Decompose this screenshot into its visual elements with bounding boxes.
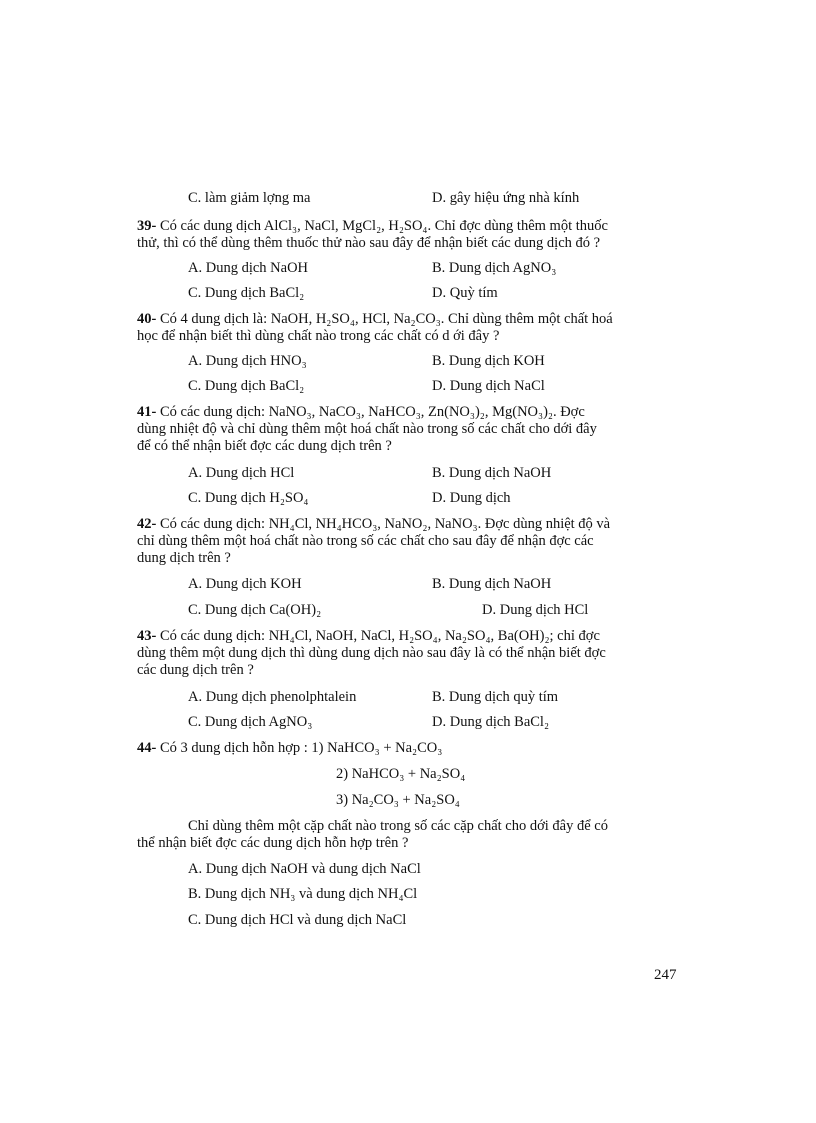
q39-option-c: C. Dung dịch BaCl₂ bbox=[188, 285, 305, 301]
q41-option-c: C. Dung dịch H₂SO₄ bbox=[188, 490, 309, 506]
q39-stem-text-1: Có các dung dịch AlCl₃, NaCl, MgCl₂, H₂SO₄. Chỉ đợc dùng thêm một thuốc bbox=[159, 218, 608, 234]
q41-option-b: B. Dung dịch NaOH bbox=[432, 465, 552, 481]
q42-stem-text-1: Có các dung dịch: NH₄Cl, NH₄HCO₃, NaNO₂, NaNO₃. Đợc dùng nhiệt độ và bbox=[159, 516, 611, 532]
q41-stem-line-3: để có thể nhận biết đợc các dung dịch trên ? bbox=[137, 438, 392, 454]
q38-option-d: D. gây hiệu ứng nhà kính bbox=[432, 190, 580, 206]
q42-stem-line-3: dung dịch trên ? bbox=[137, 550, 231, 566]
q44-stem-line-3: thể nhận biết đợc các dung dịch hỗn hợp trên ? bbox=[137, 835, 409, 851]
q41-stem-line-2: dùng nhiệt độ và chỉ dùng thêm một hoá chất nào trong số các chất cho dới đây bbox=[137, 421, 597, 437]
q42-stem-line-1: 42- Có các dung dịch: NH₄Cl, NH₄HCO₃, NaNO₂, NaNO₃. Đợc dùng nhiệt độ và bbox=[137, 516, 611, 532]
q41-option-a: A. Dung dịch HCl bbox=[188, 465, 295, 481]
page-number: 247 bbox=[654, 967, 677, 983]
q40-stem-line-1: 40- Có 4 dung dịch là: NaOH, H₂SO₄, HCl, Na₂CO₃. Chỉ dùng thêm một chất hoá bbox=[137, 311, 613, 327]
q40-option-c: C. Dung dịch BaCl₂ bbox=[188, 378, 305, 394]
q43-stem-text-1: Có các dung dịch: NH₄Cl, NaOH, NaCl, H₂SO₄, Na₂SO₄, Ba(OH)₂; chỉ đợc bbox=[159, 628, 600, 644]
q38-option-c: C. làm giảm lợng ma bbox=[188, 190, 311, 206]
q42-option-b: B. Dung dịch NaOH bbox=[432, 576, 552, 592]
q41-option-d: D. Dung dịch bbox=[432, 490, 511, 506]
q40-number: 40 bbox=[137, 311, 152, 327]
q43-option-a: A. Dung dịch phenolphtalein bbox=[188, 689, 357, 705]
q40-stem-line-2: học để nhận biết thì dùng chất nào trong các chất có d ới đây ? bbox=[137, 328, 500, 344]
q44-mixture-2: 2) NaHCO₃ + Na₂SO₄ bbox=[336, 766, 466, 782]
q44-option-b: B. Dung dịch NH₃ và dung dịch NH₄Cl bbox=[188, 886, 418, 902]
q42-number: 42 bbox=[137, 516, 152, 532]
q44-mixture-3: 3) Na₂CO₃ + Na₂SO₄ bbox=[336, 792, 460, 808]
q44-stem-text-1: Có 3 dung dịch hỗn hợp : 1) NaHCO₃ + Na₂CO₃ bbox=[159, 740, 443, 756]
q39-option-a: A. Dung dịch NaOH bbox=[188, 260, 309, 276]
q43-stem-line-1: 43- Có các dung dịch: NH₄Cl, NaOH, NaCl, H₂SO₄, Na₂SO₄, Ba(OH)₂; chỉ đợc bbox=[137, 628, 600, 644]
q39-stem-line-1: 39- Có các dung dịch AlCl₃, NaCl, MgCl₂, H₂SO₄. Chỉ đợc dùng thêm một thuốc bbox=[137, 218, 608, 234]
q43-stem-line-3: các dung dịch trên ? bbox=[137, 662, 254, 678]
q43-option-d: D. Dung dịch BaCl₂ bbox=[432, 714, 550, 730]
q40-stem-text-1: Có 4 dung dịch là: NaOH, H₂SO₄, HCl, Na₂CO₃. Chỉ dùng thêm một chất hoá bbox=[159, 311, 613, 327]
q42-option-c: C. Dung dịch Ca(OH)₂ bbox=[188, 602, 322, 618]
q44-option-c: C. Dung dịch HCl và dung dịch NaCl bbox=[188, 912, 407, 928]
q44-stem-line-2: Chỉ dùng thêm một cặp chất nào trong số các cặp chất cho dới đây để có bbox=[188, 818, 608, 834]
q43-stem-line-2: dùng thêm một dung dịch thì dùng dung dịch nào sau đây là có thể nhận biết đợc bbox=[137, 645, 606, 661]
q39-option-b: B. Dung dịch AgNO₃ bbox=[432, 260, 557, 276]
q42-option-d: D. Dung dịch HCl bbox=[482, 602, 589, 618]
q42-stem-line-2: chỉ dùng thêm một hoá chất nào trong số các chất cho sau đây để nhận đợc các bbox=[137, 533, 594, 549]
q40-option-b: B. Dung dịch KOH bbox=[432, 353, 545, 369]
q39-number: 39 bbox=[137, 218, 152, 234]
q43-option-c: C. Dung dịch AgNO₃ bbox=[188, 714, 313, 730]
q44-option-a: A. Dung dịch NaOH và dung dịch NaCl bbox=[188, 861, 421, 877]
q43-number: 43 bbox=[137, 628, 152, 644]
q41-stem-line-1: 41- Có các dung dịch: NaNO₃, NaCO₃, NaHCO₃, Zn(NO₃)₂, Mg(NO₃)₂. Đợc bbox=[137, 404, 585, 420]
q40-option-a: A. Dung dịch HNO₃ bbox=[188, 353, 307, 369]
q43-option-b: B. Dung dịch quỳ tím bbox=[432, 689, 559, 705]
q44-stem-line-1: 44- Có 3 dung dịch hỗn hợp : 1) NaHCO₃ + Na₂CO₃ bbox=[137, 740, 443, 756]
q41-stem-text-1: Có các dung dịch: NaNO₃, NaCO₃, NaHCO₃, Zn(NO₃)₂, Mg(NO₃)₂. Đợc bbox=[159, 404, 585, 420]
q39-stem-line-2: thử, thì có thể dùng thêm thuốc thử nào sau đây để nhận biết các dung dịch đó ? bbox=[137, 235, 601, 251]
q39-option-d: D. Quỳ tím bbox=[432, 285, 498, 301]
q42-option-a: A. Dung dịch KOH bbox=[188, 576, 302, 592]
q44-number: 44 bbox=[137, 740, 152, 756]
q40-option-d: D. Dung dịch NaCl bbox=[432, 378, 545, 394]
q41-number: 41 bbox=[137, 404, 152, 420]
